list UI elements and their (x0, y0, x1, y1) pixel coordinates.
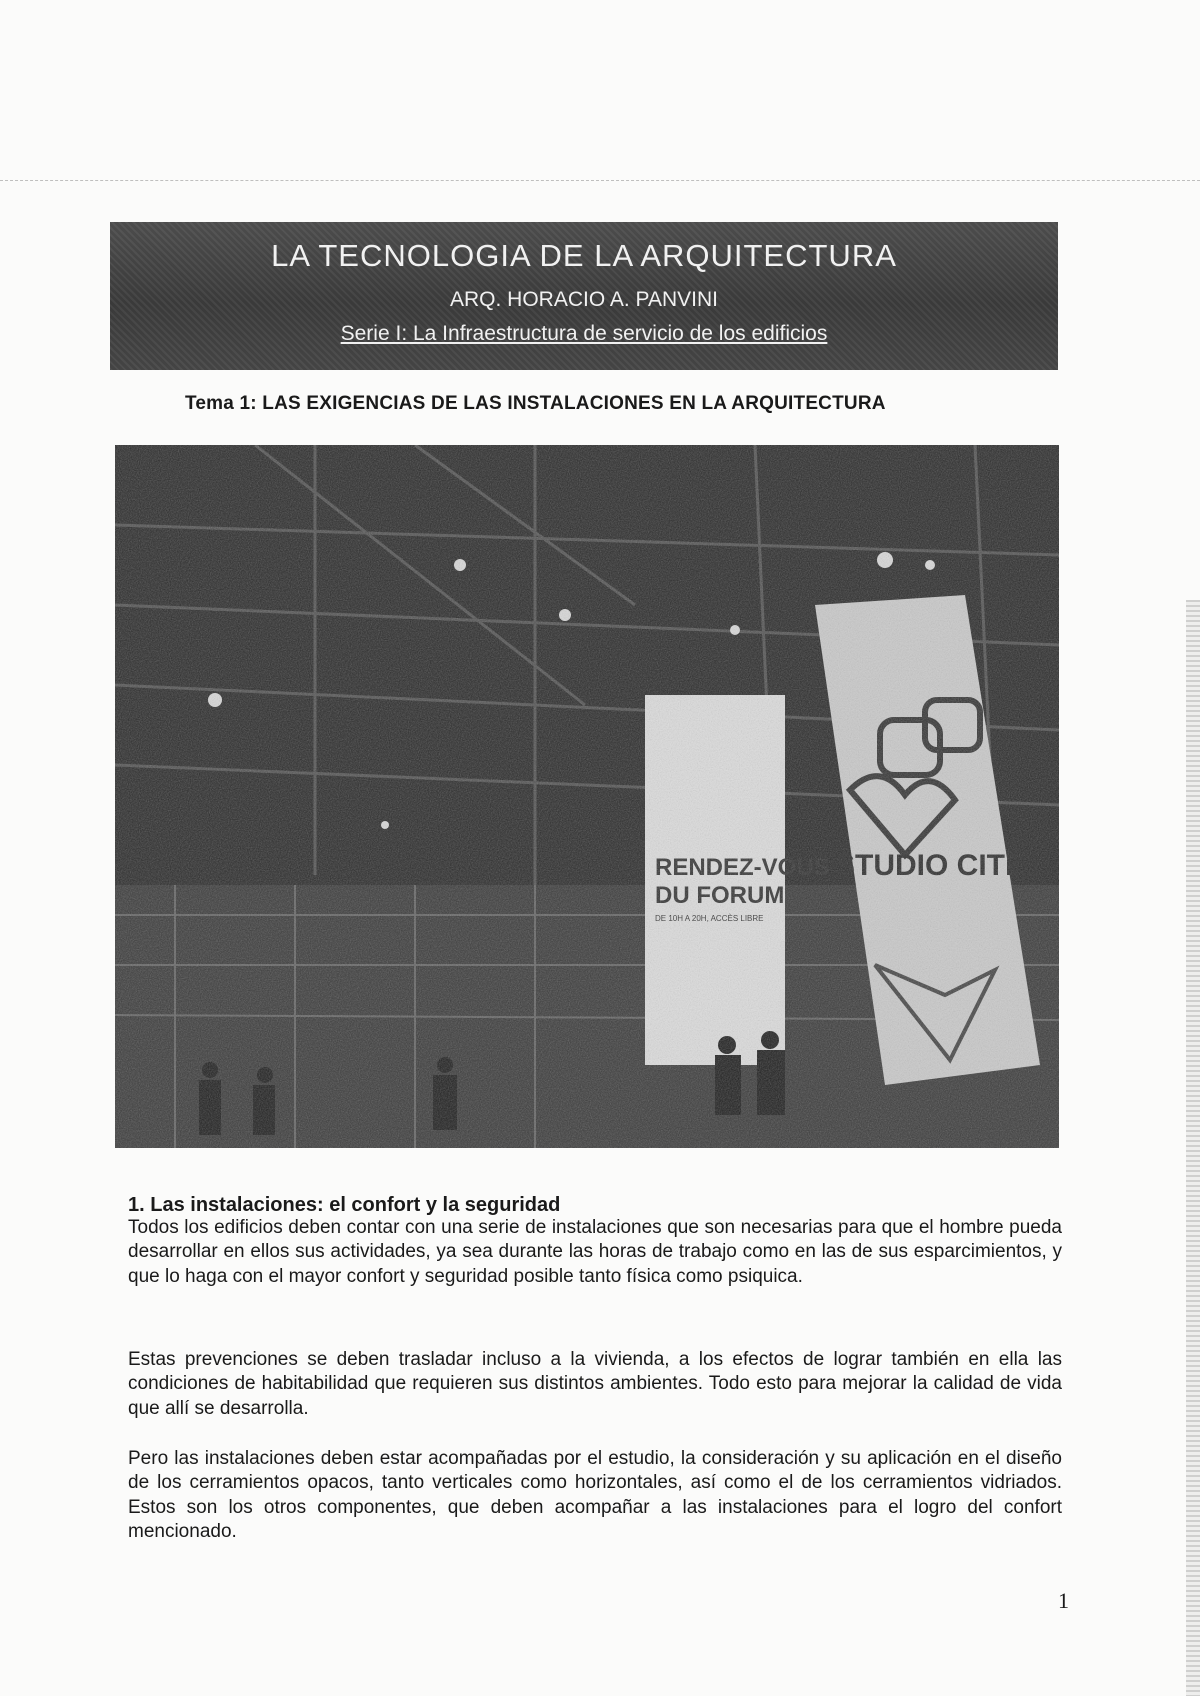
paragraph-3: Pero las instalaciones deben estar acompañadas por el estudio, la consideración y su aplicación en el diseño de los cerramientos opacos, tanto verticales como horizontales, así como el de los cerramientos vidriados. Estos son los otros componentes, que deben acompañar a las instalaciones para el logro del confort mencionado. (128, 1448, 1062, 1543)
exhibition-hall-photo (115, 445, 1059, 1148)
photo-grain (115, 445, 1059, 1148)
scan-edge-artifact (1186, 600, 1200, 1696)
banner-left-line1: RENDEZ-VOUS (655, 854, 830, 881)
banner-left-line2: DU FORUM (655, 882, 785, 909)
paragraph-2: Estas prevenciones se deben trasladar incluso a la vivienda, a los efectos de lograr también en ella las condiciones de habitabilidad que requieren sus distintos ambientes. Todo esto para mejorar la calidad de vida que allí se desarrolla. (128, 1349, 1062, 1419)
page-number: 1 (1058, 1588, 1069, 1613)
hero-photo (115, 445, 1059, 1148)
document-title: LA TECNOLOGIA DE LA ARQUITECTURA (271, 238, 897, 273)
scan-artifact-line (0, 180, 1200, 181)
topic-heading: Tema 1: LAS EXIGENCIAS DE LAS INSTALACIONES EN LA ARQUITECTURA (185, 393, 886, 414)
author-line: ARQ. HORACIO A. PANVINI (450, 288, 718, 311)
banner-left-line3: DE 10H A 20H, ACCÈS LIBRE (655, 914, 764, 923)
banner-right-text: STUDIO CITÉ (835, 849, 1026, 882)
header-banner (110, 222, 1058, 370)
section-heading: 1. Las instalaciones: el confort y la seguridad (128, 1194, 561, 1216)
series-line: Serie I: La Infraestructura de servicio de los edificios (340, 322, 828, 345)
paragraph-1: Todos los edificios deben contar con una serie de instalaciones que son necesarias para que el hombre pueda desarrollar en ellos sus actividades, ya sea durante las horas de trabajo como en las de sus esparcimientos, y que lo haga con el mayor confort y seguridad posible tanto física como psiquica. (128, 1217, 1062, 1287)
